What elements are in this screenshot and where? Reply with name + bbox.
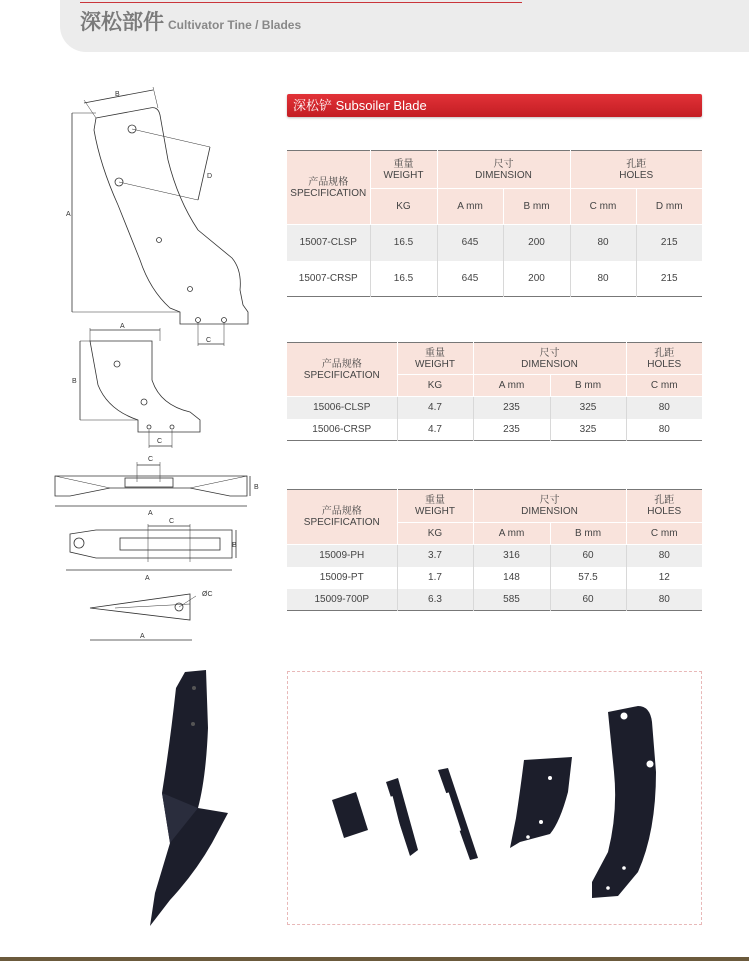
- photo-subsoiler-blade: [592, 706, 656, 898]
- cell: 15009-PT: [287, 567, 397, 589]
- cell: 12: [658, 572, 670, 583]
- cell: 645: [437, 261, 503, 297]
- photo-flat-point: [438, 768, 478, 860]
- dim-label: C: [169, 518, 175, 525]
- dim-label: A: [140, 633, 145, 640]
- cell: 80: [570, 261, 636, 297]
- th-unit: C mm: [570, 189, 636, 225]
- cell: 80: [626, 545, 702, 567]
- spec-table-15007: [287, 150, 702, 297]
- th-unit: D mm: [636, 189, 702, 225]
- th-unit: B mm: [550, 375, 626, 397]
- dim-label: C: [148, 456, 154, 463]
- th-unit: KG: [397, 375, 473, 397]
- cell: 6.3: [397, 589, 473, 611]
- cell: 3.7: [397, 545, 473, 567]
- cell: 15007-CLSP: [287, 225, 370, 261]
- cell: 215: [636, 225, 702, 261]
- cell: 325: [550, 397, 626, 419]
- section-title-bar: 深松铲 Subsoiler Blade: [287, 94, 702, 117]
- dim-label: C: [157, 438, 163, 445]
- cell: 60: [550, 589, 626, 611]
- photo-wing-blade: [510, 757, 572, 848]
- th-spec: 产品规格 SPECIFICATION: [287, 151, 370, 225]
- page-title-cn: 深松部件: [80, 10, 164, 34]
- dim-label: A: [120, 323, 125, 330]
- cell: 4.7: [397, 419, 473, 441]
- footer-rule: [0, 957, 749, 961]
- dim-label: B: [115, 91, 120, 98]
- drawing-subsoiler-blade: [72, 87, 248, 346]
- drawing-wing-blade: [80, 328, 200, 448]
- dim-label: A: [145, 575, 150, 582]
- th-unit: B mm: [503, 189, 570, 225]
- th-holes: 孔距 HOLES: [626, 343, 702, 375]
- cell: 15006-CLSP: [287, 397, 397, 419]
- cell: 16.5: [370, 225, 437, 261]
- table-row: [287, 567, 702, 589]
- th-spec: 产品规格 SPECIFICATION: [287, 343, 397, 397]
- cell: 80: [626, 589, 702, 611]
- technical-drawings: [0, 0, 280, 650]
- cell: 316: [473, 545, 550, 567]
- th-dimension: 尺寸 DIMENSION: [437, 151, 570, 189]
- table-row: [287, 397, 702, 419]
- cell: 148: [473, 567, 550, 589]
- th-weight: 重量 WEIGHT: [397, 490, 473, 523]
- dim-label: A: [66, 211, 71, 218]
- th-weight: 重量 WEIGHT: [370, 151, 437, 189]
- cell: 15007-CRSP: [287, 261, 370, 297]
- th-unit: A mm: [473, 375, 550, 397]
- th-spec: 产品规格 SPECIFICATION: [287, 490, 397, 545]
- cell: 80: [570, 225, 636, 261]
- cell: 15006-CRSP: [287, 419, 397, 441]
- photo-slotted-shank: [386, 778, 418, 856]
- photo-subsoiler-assembled: [140, 668, 250, 938]
- th-holes: 孔距 HOLES: [626, 490, 702, 523]
- dim-label: B: [232, 542, 237, 549]
- page-title-en: Cultivator Tine / Blades: [168, 18, 302, 32]
- dim-label: A: [148, 510, 153, 517]
- dim-label: C: [206, 337, 212, 344]
- cell: 4.7: [397, 397, 473, 419]
- table-row: [287, 419, 702, 441]
- cell: 645: [437, 225, 503, 261]
- cell: 60: [550, 545, 626, 567]
- cell: 325: [550, 419, 626, 441]
- cell: 235: [473, 419, 550, 441]
- cell: 585: [473, 589, 550, 611]
- th-unit: C mm: [626, 375, 702, 397]
- spec-table-15009: [287, 489, 702, 611]
- dim-label: D: [207, 173, 213, 180]
- th-unit: KG: [397, 523, 473, 545]
- cell: 1.7: [397, 567, 473, 589]
- spec-table-15006: [287, 342, 702, 441]
- table-row: [287, 545, 702, 567]
- cell: 80: [626, 397, 702, 419]
- table-row: [287, 589, 702, 611]
- cell: 16.5: [370, 261, 437, 297]
- cell: 15009-PH: [287, 545, 397, 567]
- drawing-slotted-shank: [66, 524, 236, 570]
- th-unit: KG: [370, 189, 437, 225]
- th-unit: A mm: [473, 523, 550, 545]
- drawing-flat-point: [55, 462, 250, 506]
- th-weight: 重量 WEIGHT: [397, 343, 473, 375]
- dim-label: B: [254, 484, 259, 491]
- th-unit: B mm: [550, 523, 626, 545]
- table-row: [287, 261, 702, 297]
- th-unit: A mm: [437, 189, 503, 225]
- cell: 200: [503, 225, 570, 261]
- cell: 235: [473, 397, 550, 419]
- cell: 200: [503, 261, 570, 297]
- th-holes: 孔距 HOLES: [570, 151, 702, 189]
- th-unit: C mm: [626, 523, 702, 545]
- table-row: [287, 225, 702, 261]
- photo-blade-set: [288, 672, 701, 924]
- cell: 80: [658, 423, 670, 435]
- th-dimension: 尺寸 DIMENSION: [473, 343, 626, 375]
- cell: 215: [660, 272, 678, 284]
- cell: 57.5: [550, 567, 626, 589]
- photo-point: [332, 792, 368, 838]
- dim-label: B: [72, 378, 77, 385]
- dim-label: ØC: [202, 591, 213, 598]
- th-dimension: 尺寸 DIMENSION: [473, 490, 626, 523]
- cell: 15009-700P: [287, 589, 397, 611]
